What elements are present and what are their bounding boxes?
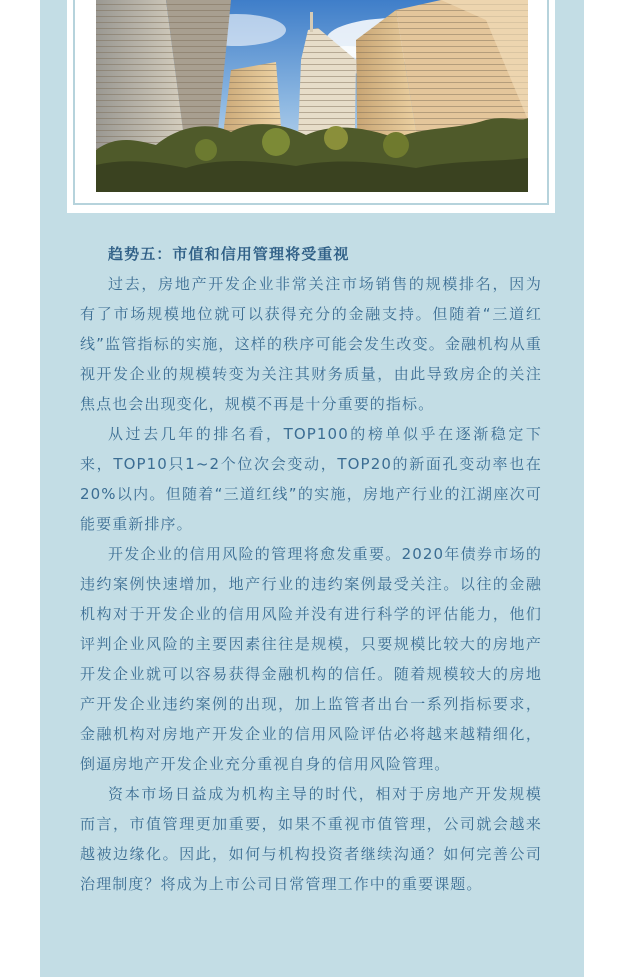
paragraph-3: 开发企业的信用风险的管理将愈发重要。2020年债券市场的违约案例快速增加，地产行业的违约案例最受关注。以往的金融机构对于开发企业的信用风险并没有进行科学的评估能力，他们评判企业风险的主要因素往往是规模，只要规模比较大的房地产开发企业就可以容易获得金融机构的信任。随着规模较大的房地产开发企业违约案例的出现，加上监管者出台一系列指标要求，金融机构对房地产开发企业的信用风险评估必将越来越精细化，倒逼房地产开发企业充分重视自身的信用风险管理。 — [80, 545, 542, 773]
section-title: 趋势五：市值和信用管理将受重视 — [108, 245, 350, 263]
article-body — [80, 239, 542, 899]
photo-frame — [67, 0, 555, 213]
article-page — [40, 0, 584, 977]
paragraph-1: 过去，房地产开发企业非常关注市场销售的规模排名，因为有了市场规模地位就可以获得充分的金融支持。但随着“三道红线”监管指标的实施，这样的秩序可能会发生改变。金融机构从重视开发企业的规模转变为关注其财务质量，由此导致房企的关注焦点也会出现变化，规模不再是十分重要的指标。 — [80, 275, 542, 413]
paragraph-4: 资本市场日益成为机构主导的时代，相对于房地产开发规模而言，市值管理更加重要，如果不重视市值管理，公司就会越来越被边缘化。因此，如何与机构投资者继续沟通？如何完善公司治理制度？将成为上市公司日常管理工作中的重要课题。 — [80, 785, 542, 893]
skyscrapers-photo — [96, 0, 528, 192]
paragraph-2: 从过去几年的排名看，TOP100的榜单似乎在逐渐稳定下来，TOP10只1~2个位次会变动，TOP20的新面孔变动率也在20%以内。但随着“三道红线”的实施，房地产行业的江湖座次可能要重新排序。 — [80, 425, 542, 533]
